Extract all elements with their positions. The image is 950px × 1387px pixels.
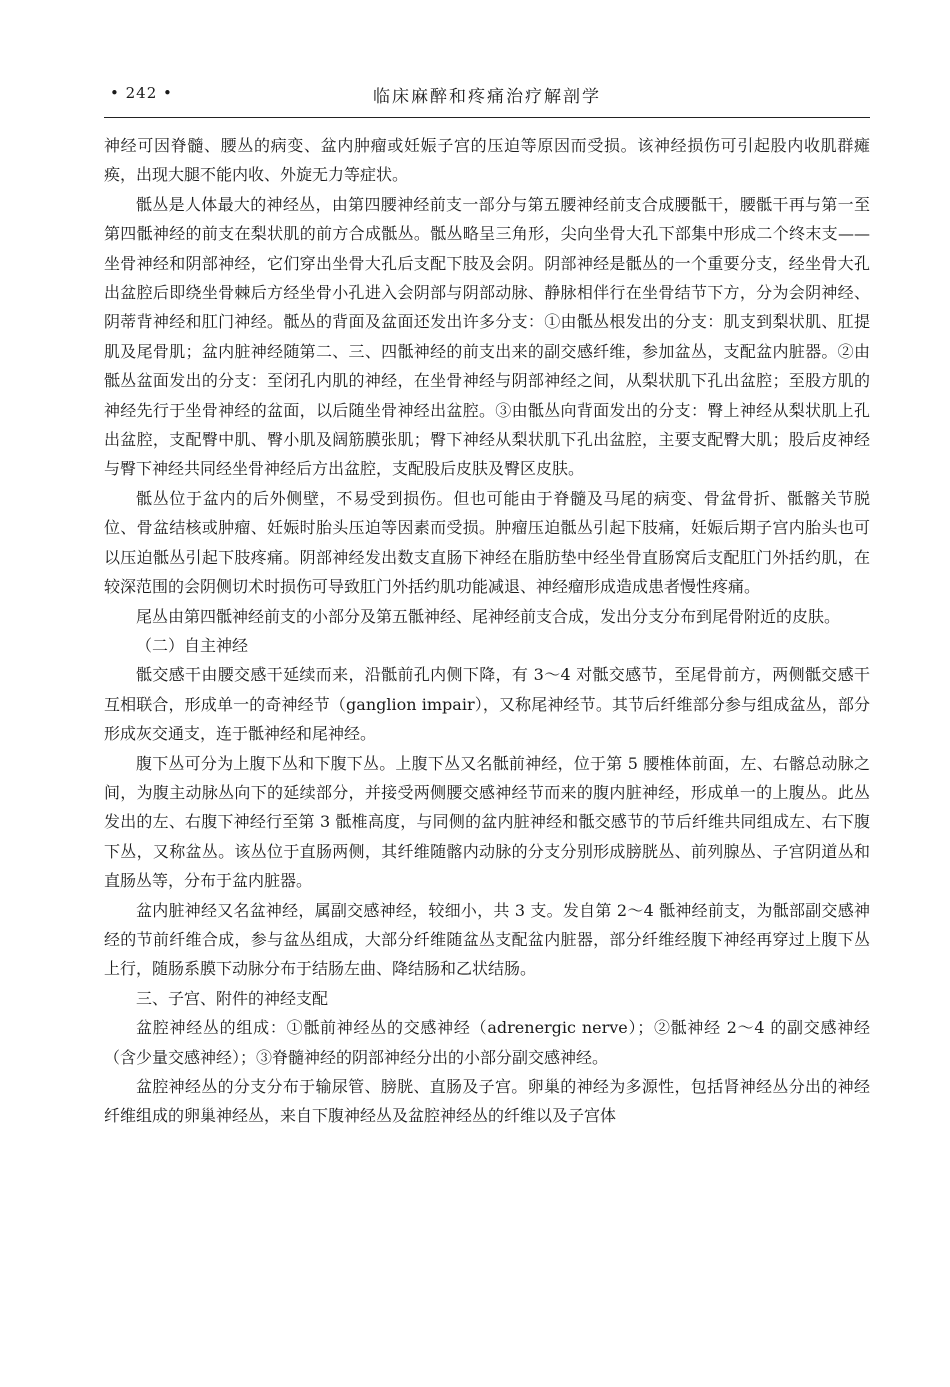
book-title: 临床麻醉和疼痛治疗解剖学: [373, 87, 601, 107]
paragraph-hypogastric-plexus: 腹下丛可分为上腹下丛和下腹下丛。上腹下丛又名骶前神经，位于第 5 腰椎体前面，左、右髂总动脉之间，为腹主动脉丛向下的延续部分，并接受两侧腰交感神经节而来的腹内脏神经，形成单一的上腹丛。此丛发出的左、右腹下神经行至第 3 骶椎高度，与同侧的盆内脏神经和骶交感节的节后纤维共同组成左、右下腹下丛，又称盆丛。该丛位于直肠两侧，其纤维随髂内动脉的分支分别形成膀胱丛、前列腺丛、子宫阴道丛和直肠丛等，分布于盆内脏器。: [104, 753, 870, 891]
header-divider: [104, 117, 870, 118]
paragraph-coccygeal-plexus: 尾丛由第四骶神经前支的小部分及第五骶神经、尾神经前支合成，发出分支分布到尾骨附近的皮肤。: [136, 606, 841, 626]
body-text: [104, 131, 870, 1131]
section-heading-uterus: 三、子宫、附件的神经支配: [136, 988, 329, 1008]
paragraph-pelvic-splanchnic: 盆内脏神经又名盆神经，属副交感神经，较细小，共 3 支。发自第 2～4 骶神经前支，为骶部副交感神经的节前纤维合成，参与盆丛组成，大部分纤维随盆丛支配盆内脏器，部分纤维经腹下神经再穿过上腹下丛上行，随肠系膜下动脉分布于结肠左曲、降结肠和乙状结肠。: [104, 900, 870, 979]
page-header: [104, 82, 870, 112]
section-heading-autonomic: （二）自主神经: [136, 635, 249, 655]
paragraph-sacral-plexus-injury: 骶丛位于盆内的后外侧壁，不易受到损伤。但也可能由于脊髓及马尾的病变、骨盆骨折、骶髂关节脱位、骨盆结核或肿瘤、妊娠时胎头压迫等因素而受损。肿瘤压迫骶丛引起下肢痛，妊娠后期子宫内胎头也可以压迫骶丛引起下肢疼痛。阴部神经发出数支直肠下神经在脂肪垫中经坐骨直肠窝后支配肛门外括约肌，在较深范围的会阴侧切术时损伤可导致肛门外括约肌功能减退、神经瘤形成造成患者慢性疼痛。: [104, 488, 870, 597]
paragraph-continued: 神经可因脊髓、腰丛的病变、盆内肿瘤或妊娠子宫的压迫等原因而受损。该神经损伤可引起股内收肌群瘫痪，出现大腿不能内收、外旋无力等症状。: [104, 136, 870, 185]
paragraph-pelvic-plexus-branches: 盆腔神经丛的分支分布于输尿管、膀胱、直肠及子宫。卵巢的神经为多源性，包括肾神经丛分出的神经纤维组成的卵巢神经丛，来自下腹神经丛及盆腔神经丛的纤维以及子宫体: [104, 1077, 870, 1126]
page-number: • 242 •: [110, 84, 173, 102]
paragraph-sacral-plexus: 骶丛是人体最大的神经丛，由第四腰神经前支一部分与第五腰神经前支合成腰骶干，腰骶干再与第一至第四骶神经的前支在梨状肌的前方合成骶丛。骶丛略呈三角形，尖向坐骨大孔下部集中形成二个终末支——坐骨神经和阴部神经，它们穿出坐骨大孔后支配下肢及会阴。阴部神经是骶丛的一个重要分支，经坐骨大孔出盆腔后即绕坐骨棘后方经坐骨小孔进入会阴部与阴部动脉、静脉相伴行在坐骨结节下方，分为会阴神经、阴蒂背神经和肛门神经。骶丛的背面及盆面还发出许多分支：①由骶丛根发出的分支：肌支到梨状肌、肛提肌及尾骨肌；盆内脏神经随第二、三、四骶神经的前支出来的副交感纤维，参加盆丛，支配盆内脏器。②由骶丛盆面发出的分支：至闭孔内肌的神经，在坐骨神经与阴部神经之间，从梨状肌下孔出盆腔；至股方肌的神经先行于坐骨神经的盆面，以后随坐骨神经出盆腔。③由骶丛向背面发出的分支：臀上神经从梨状肌上孔出盆腔，支配臀中肌、臀小肌及阔筋膜张肌；臀下神经从梨状肌下孔出盆腔，主要支配臀大肌；股后皮神经与臀下神经共同经坐骨神经后方出盆腔，支配股后皮肤及臀区皮肤。: [104, 194, 870, 479]
paragraph-pelvic-plexus-composition: 盆腔神经丛的组成：①骶前神经丛的交感神经（adrenergic nerve）；②骶神经 2～4 的副交感神经（含少量交感神经）；③脊髓神经的阴部神经分出的小部分副交感神经。: [104, 1018, 870, 1067]
paragraph-sacral-sympathetic-trunk: 骶交感干由腰交感干延续而来，沿骶前孔内侧下降，有 3～4 对骶交感节，至尾骨前方，两侧骶交感干互相联合，形成单一的奇神经节（ganglion impair），又称尾神经节。其节后纤维部分参与组成盆丛，部分形成灰交通支，连于骶神经和尾神经。: [104, 665, 870, 744]
